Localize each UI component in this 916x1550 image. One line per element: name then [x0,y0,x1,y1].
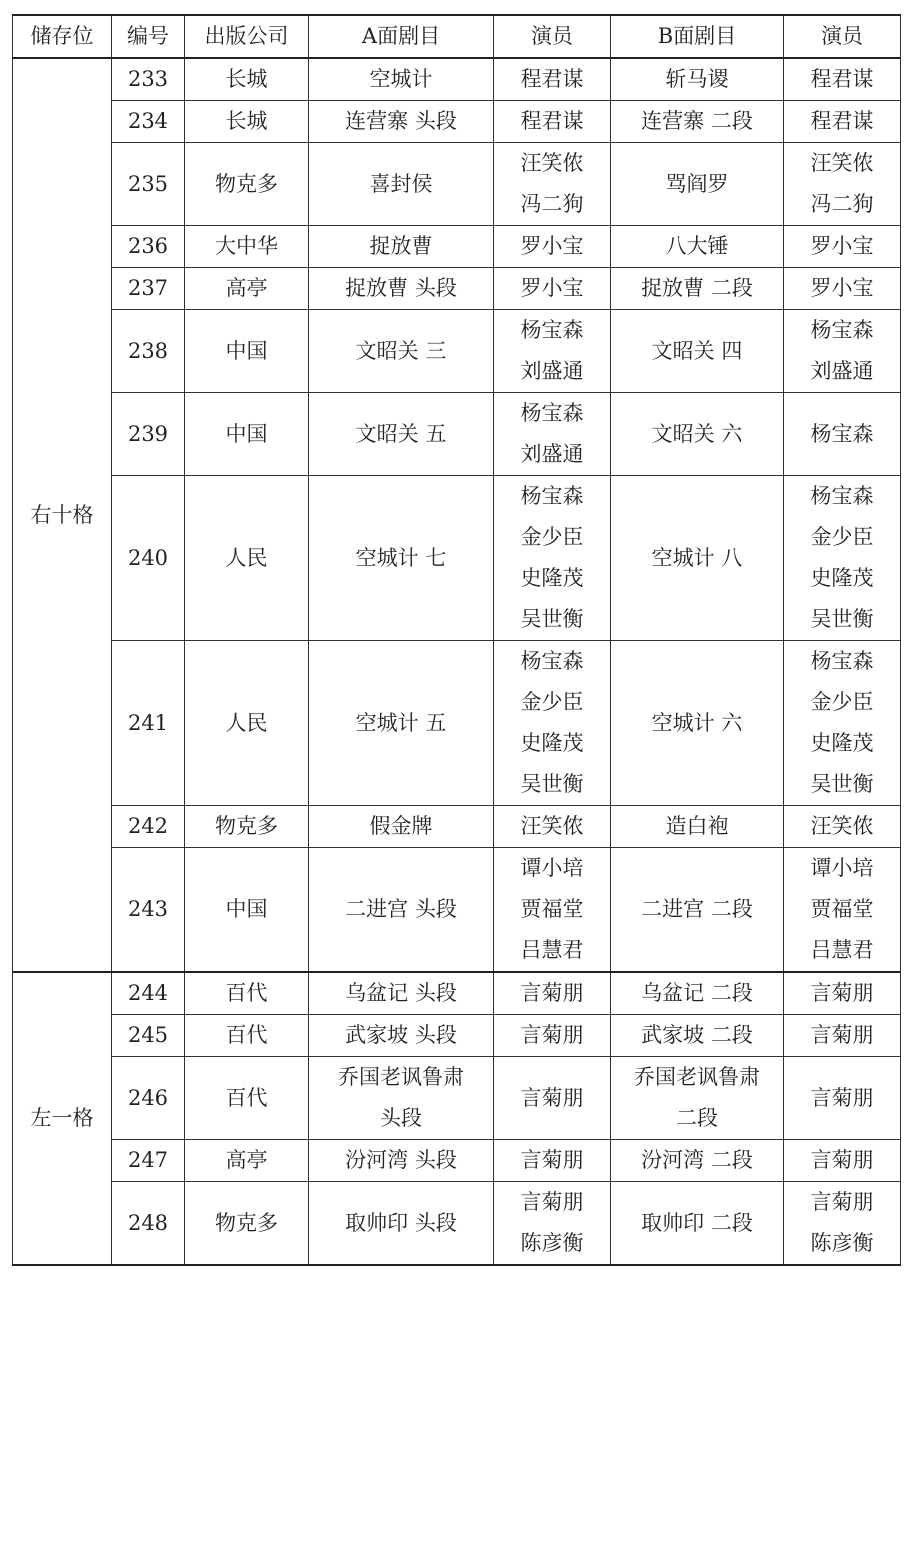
catalog-body [13,58,901,1265]
record-publisher: 百代 [185,972,309,1015]
side-b-cast: 杨宝森 刘盛通 [784,310,901,393]
side-b-cast: 罗小宝 [784,226,901,268]
record-number: 246 [112,1057,185,1140]
record-publisher: 中国 [185,310,309,393]
record-publisher: 长城 [185,58,309,101]
side-a-title: 文昭关 五 [309,393,494,476]
record-publisher: 高亭 [185,268,309,310]
catalog-table [12,14,901,1266]
table-row [13,972,901,1015]
side-a-title: 喜封侯 [309,143,494,226]
side-b-cast: 言菊朋 [784,972,901,1015]
storage-location: 右十格 [13,58,112,972]
record-publisher: 长城 [185,101,309,143]
side-a-title: 捉放曹 [309,226,494,268]
record-publisher: 中国 [185,848,309,973]
side-a-cast: 杨宝森 刘盛通 [494,310,611,393]
side-b-title: 斩马谡 [611,58,784,101]
record-number: 237 [112,268,185,310]
side-b-title: 文昭关 四 [611,310,784,393]
side-a-title: 文昭关 三 [309,310,494,393]
side-a-cast: 言菊朋 [494,1015,611,1057]
side-a-title: 武家坡 头段 [309,1015,494,1057]
table-row [13,1140,901,1182]
side-b-cast: 杨宝森 金少臣 史隆茂 吴世衡 [784,476,901,641]
side-a-cast: 杨宝森 金少臣 史隆茂 吴世衡 [494,476,611,641]
table-row [13,143,901,226]
side-b-title: 武家坡 二段 [611,1015,784,1057]
side-b-cast: 言菊朋 [784,1140,901,1182]
side-a-cast: 罗小宝 [494,268,611,310]
side-a-title: 乌盆记 头段 [309,972,494,1015]
storage-location: 左一格 [13,972,112,1265]
record-number: 241 [112,641,185,806]
side-a-title: 假金牌 [309,806,494,848]
header-side-a-title: A面剧目 [309,15,494,58]
header-side-b-cast: 演员 [784,15,901,58]
side-a-cast: 程君谋 [494,101,611,143]
side-b-title: 取帅印 二段 [611,1182,784,1266]
side-a-cast: 言菊朋 [494,1057,611,1140]
table-row [13,806,901,848]
header-number: 编号 [112,15,185,58]
side-a-cast: 罗小宝 [494,226,611,268]
record-number: 242 [112,806,185,848]
side-a-cast: 汪笑侬 冯二狗 [494,143,611,226]
side-a-title: 汾河湾 头段 [309,1140,494,1182]
record-catalog [12,14,901,1266]
record-publisher: 百代 [185,1057,309,1140]
side-a-title: 捉放曹 头段 [309,268,494,310]
side-a-title: 取帅印 头段 [309,1182,494,1266]
side-a-title: 乔国老讽鲁肃 头段 [309,1057,494,1140]
table-row [13,641,901,806]
table-row [13,226,901,268]
side-a-title: 连营寨 头段 [309,101,494,143]
side-b-cast: 罗小宝 [784,268,901,310]
record-number: 236 [112,226,185,268]
record-number: 234 [112,101,185,143]
table-row [13,1057,901,1140]
side-a-cast: 言菊朋 [494,972,611,1015]
side-a-cast: 杨宝森 刘盛通 [494,393,611,476]
side-b-cast: 杨宝森 金少臣 史隆茂 吴世衡 [784,641,901,806]
side-a-cast: 言菊朋 [494,1140,611,1182]
table-row [13,1015,901,1057]
side-b-cast: 言菊朋 [784,1015,901,1057]
header-row [13,15,901,58]
side-a-cast: 言菊朋 陈彦衡 [494,1182,611,1266]
side-a-cast: 杨宝森 金少臣 史隆茂 吴世衡 [494,641,611,806]
record-publisher: 物克多 [185,143,309,226]
table-row [13,476,901,641]
record-publisher: 高亭 [185,1140,309,1182]
record-number: 240 [112,476,185,641]
side-b-title: 文昭关 六 [611,393,784,476]
side-a-title: 二进宫 头段 [309,848,494,973]
side-a-cast: 程君谋 [494,58,611,101]
side-b-title: 乌盆记 二段 [611,972,784,1015]
header-location: 储存位 [13,15,112,58]
side-b-cast: 汪笑侬 [784,806,901,848]
record-number: 243 [112,848,185,973]
side-b-title: 二进宫 二段 [611,848,784,973]
side-b-title: 骂阎罗 [611,143,784,226]
side-b-cast: 杨宝森 [784,393,901,476]
record-publisher: 百代 [185,1015,309,1057]
table-row [13,268,901,310]
record-number: 245 [112,1015,185,1057]
side-b-cast: 汪笑侬 冯二狗 [784,143,901,226]
header-side-a-cast: 演员 [494,15,611,58]
side-b-title: 造白袍 [611,806,784,848]
record-number: 248 [112,1182,185,1266]
record-publisher: 物克多 [185,806,309,848]
record-number: 239 [112,393,185,476]
side-b-cast: 言菊朋 陈彦衡 [784,1182,901,1266]
side-b-cast: 谭小培 贾福堂 吕慧君 [784,848,901,973]
record-number: 235 [112,143,185,226]
side-b-title: 连营寨 二段 [611,101,784,143]
side-b-title: 汾河湾 二段 [611,1140,784,1182]
side-a-cast: 谭小培 贾福堂 吕慧君 [494,848,611,973]
record-number: 233 [112,58,185,101]
table-row [13,310,901,393]
table-row [13,58,901,101]
header-publisher: 出版公司 [185,15,309,58]
table-row [13,848,901,973]
record-publisher: 人民 [185,476,309,641]
table-row [13,393,901,476]
side-b-title: 捉放曹 二段 [611,268,784,310]
table-row [13,1182,901,1266]
side-b-title: 空城计 八 [611,476,784,641]
side-b-cast: 程君谋 [784,101,901,143]
side-a-title: 空城计 五 [309,641,494,806]
side-a-title: 空城计 七 [309,476,494,641]
table-row [13,101,901,143]
record-number: 247 [112,1140,185,1182]
record-number: 238 [112,310,185,393]
side-b-title: 乔国老讽鲁肃 二段 [611,1057,784,1140]
side-b-title: 八大锤 [611,226,784,268]
side-b-title: 空城计 六 [611,641,784,806]
side-b-cast: 程君谋 [784,58,901,101]
record-number: 244 [112,972,185,1015]
record-publisher: 物克多 [185,1182,309,1266]
side-b-cast: 言菊朋 [784,1057,901,1140]
header-side-b-title: B面剧目 [611,15,784,58]
side-a-title: 空城计 [309,58,494,101]
record-publisher: 人民 [185,641,309,806]
record-publisher: 中国 [185,393,309,476]
side-a-cast: 汪笑侬 [494,806,611,848]
record-publisher: 大中华 [185,226,309,268]
